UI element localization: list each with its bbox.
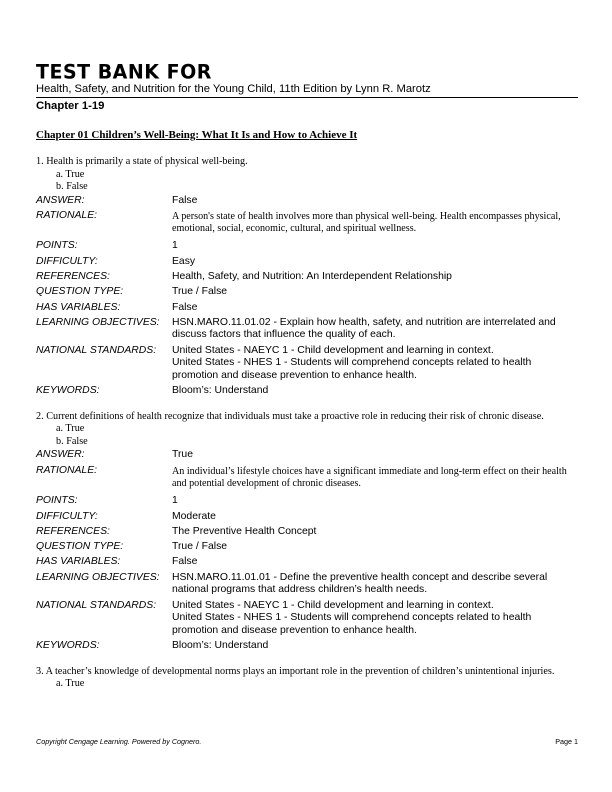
question-metadata bbox=[36, 195, 578, 398]
question-type-label: QUESTION TYPE: bbox=[36, 541, 124, 553]
national-standard: United States - NAEYC 1 - Child development and learning in context. bbox=[172, 599, 494, 611]
references-value: The Preventive Health Concept bbox=[172, 525, 317, 537]
learning-objectives-value: HSN.MARO.11.01.02 - Explain how health, safety, and nutrition are interrelated and discuss factors that influence the quality of each. bbox=[172, 316, 556, 341]
question-type-label: QUESTION TYPE: bbox=[36, 286, 124, 298]
answer-value: True bbox=[172, 449, 193, 461]
keywords-label: KEYWORDS: bbox=[36, 385, 100, 397]
question-stem: 3. A teacher’s knowledge of developmental norms plays an important role in the prevention of children’s unintentional injuries. bbox=[36, 665, 555, 677]
difficulty-label: DIFFICULTY: bbox=[36, 510, 98, 522]
national-standards-value bbox=[172, 345, 578, 383]
page-footer bbox=[36, 737, 578, 746]
rationale-label: RATIONALE: bbox=[36, 464, 98, 476]
question-1 bbox=[36, 156, 578, 398]
references-label: REFERENCES: bbox=[36, 525, 110, 537]
keywords-value: Bloom’s: Understand bbox=[172, 385, 269, 397]
rationale-value: A person's state of health involves more than physical well-being. Health encompasses physical, emotional, social, economic, cultural, and spiritual wellness. bbox=[172, 210, 561, 235]
answer-option: b. False bbox=[56, 181, 88, 192]
national-standard: United States - NHES 1 - Students will comprehend concepts related to health promotion and disease prevention to enhance health. bbox=[172, 357, 532, 381]
has-variables-label: HAS VARIABLES: bbox=[36, 301, 121, 313]
rationale-value: An individual’s lifestyle choices have a significant immediate and long-term effect on their health and potential development of chronic diseases. bbox=[172, 465, 567, 490]
has-variables-value: False bbox=[172, 301, 198, 313]
answer-label: ANSWER: bbox=[36, 449, 85, 461]
references-label: REFERENCES: bbox=[36, 271, 110, 283]
question-type-value: True / False bbox=[172, 541, 228, 553]
learning-objectives-label: LEARNING OBJECTIVES: bbox=[36, 316, 160, 328]
points-value: 1 bbox=[172, 495, 178, 507]
chapter-heading: Chapter 01 Children’s Well-Being: What It Is and How to Achieve It bbox=[36, 129, 358, 141]
difficulty-value: Moderate bbox=[172, 510, 216, 522]
references-value: Health, Safety, and Nutrition: An Interdependent Relationship bbox=[172, 271, 452, 283]
has-variables-label: HAS VARIABLES: bbox=[36, 556, 121, 568]
answer-option: b. False bbox=[56, 435, 88, 447]
book-subtitle: Health, Safety, and Nutrition for the Young Child, 11th Edition by Lynn R. Marotz bbox=[36, 83, 578, 98]
question-type-value: True / False bbox=[172, 286, 228, 298]
answer-option: a. True bbox=[56, 423, 85, 435]
question-metadata bbox=[36, 449, 578, 652]
keywords-label: KEYWORDS: bbox=[36, 640, 100, 652]
points-label: POINTS: bbox=[36, 240, 78, 252]
learning-objectives-value: HSN.MARO.11.01.01 - Define the preventive health concept and describe several national programs that address children’s health needs. bbox=[172, 571, 548, 596]
answer-label: ANSWER: bbox=[36, 194, 85, 206]
answer-option: a. True bbox=[56, 678, 85, 690]
national-standard: United States - NAEYC 1 - Child development and learning in context. bbox=[172, 344, 494, 356]
question-stem: 1. Health is primarily a state of physical well-being. bbox=[36, 156, 248, 167]
has-variables-value: False bbox=[172, 556, 198, 568]
national-standards-label: NATIONAL STANDARDS: bbox=[36, 344, 157, 356]
difficulty-label: DIFFICULTY: bbox=[36, 255, 98, 267]
question-2 bbox=[36, 411, 578, 653]
difficulty-value: Easy bbox=[172, 255, 196, 267]
question-3 bbox=[36, 666, 578, 691]
national-standard: United States - NHES 1 - Students will comprehend concepts related to health promotion and disease prevention to enhance health. bbox=[172, 612, 532, 636]
national-standards-label: NATIONAL STANDARDS: bbox=[36, 599, 157, 611]
keywords-value: Bloom’s: Understand bbox=[172, 640, 269, 652]
answer-option: a. True bbox=[56, 168, 85, 180]
document-title: TEST BANK FOR bbox=[36, 60, 212, 84]
copyright-notice: Copyright Cengage Learning. Powered by Cognero. bbox=[36, 737, 202, 746]
answer-value: False bbox=[172, 194, 198, 206]
learning-objectives-label: LEARNING OBJECTIVES: bbox=[36, 571, 160, 583]
points-value: 1 bbox=[172, 240, 178, 252]
chapter-range: Chapter 1-19 bbox=[36, 100, 105, 112]
page-content bbox=[36, 62, 578, 691]
rationale-label: RATIONALE: bbox=[36, 209, 98, 221]
question-stem: 2. Current definitions of health recognize that individuals must take a proactive role in reducing their risk of chronic disease. bbox=[36, 410, 544, 422]
points-label: POINTS: bbox=[36, 495, 78, 507]
national-standards-value bbox=[172, 600, 578, 638]
page-number: Page 1 bbox=[555, 737, 578, 746]
